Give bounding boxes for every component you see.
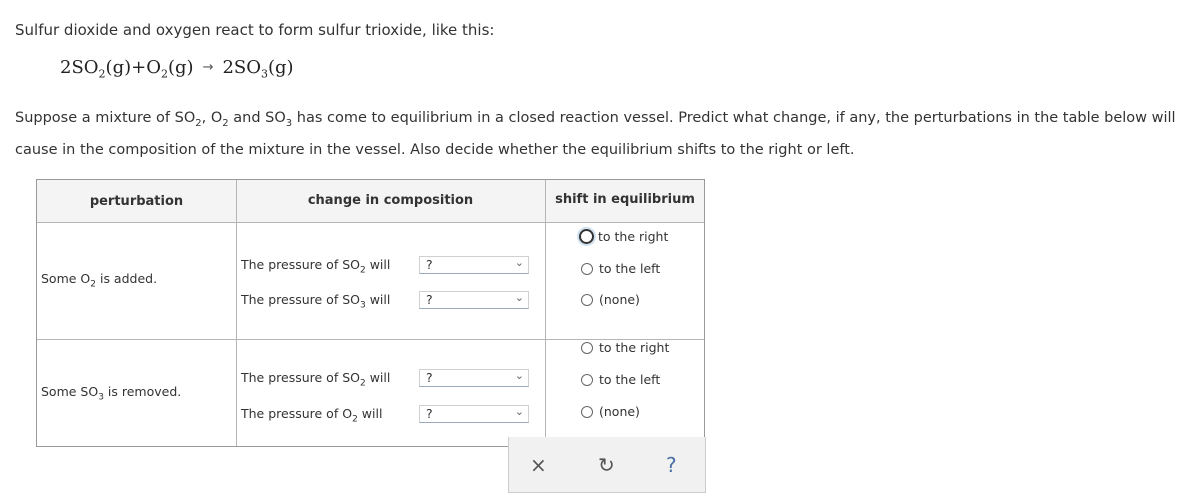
pert-sub: 2 — [90, 279, 96, 290]
column-divider — [236, 180, 237, 446]
line-text: will — [365, 292, 391, 307]
header-change-in-composition: change in composition — [307, 193, 474, 208]
radio-row-1-right[interactable] — [579, 229, 668, 244]
eq-state: (g) — [105, 57, 132, 78]
line-sub: 2 — [359, 265, 366, 276]
line-sub: 3 — [359, 300, 366, 311]
pert-text: is removed. — [103, 384, 182, 399]
radio-row-2-none[interactable] — [581, 404, 640, 419]
chevron-down-icon: ⌄ — [514, 291, 524, 304]
radio-row-1-left[interactable] — [581, 261, 660, 276]
select-value: ? — [426, 406, 433, 421]
pert-text: Some O — [41, 271, 91, 286]
composition-line-1-2 — [241, 292, 390, 311]
line-text: The pressure of SO — [241, 370, 360, 385]
para-text: Suppose a mixture of SO — [15, 110, 196, 126]
header-perturbation: perturbation — [89, 194, 184, 209]
radio-row-1-none[interactable] — [581, 292, 640, 307]
composition-select-1-2[interactable] — [419, 291, 529, 309]
problem-paragraph — [15, 105, 1200, 163]
row-divider — [37, 222, 704, 223]
problem-intro: Sulfur dioxide and oxygen react to form sulfur trioxide, like this: — [15, 21, 495, 39]
chevron-down-icon: ⌄ — [514, 405, 524, 418]
pert-sub: 3 — [98, 392, 104, 403]
select-value: ? — [426, 257, 433, 272]
radio-circle-icon — [581, 263, 593, 275]
line-text: will — [357, 406, 383, 421]
composition-select-2-1[interactable] — [419, 369, 529, 387]
composition-line-1-1 — [241, 257, 390, 276]
para-sub: 2 — [195, 117, 202, 129]
radio-row-2-right[interactable] — [581, 340, 669, 355]
radio-circle-icon — [581, 342, 593, 354]
line-text: The pressure of SO — [241, 257, 360, 272]
eq-state: (g) — [167, 57, 194, 78]
eq-state: (g) — [268, 57, 294, 78]
radio-label: to the right — [599, 340, 670, 355]
radio-label: to the left — [599, 372, 661, 387]
pert-text: Some SO — [41, 384, 99, 399]
para-text: has come to equilibrium in a closed reaction vessel. Predict what change, if any, the perturbations in the table below will cause in the composition of the mixture in the vessel. Also decide whether the equilibrium shifts to the right or left. — [15, 110, 1176, 158]
composition-select-2-2[interactable] — [419, 405, 529, 423]
reaction-arrow-icon: → — [202, 60, 214, 75]
perturbation-row-1 — [41, 271, 157, 290]
eq-sub: 2 — [160, 67, 168, 81]
pert-text: is added. — [96, 271, 158, 286]
para-text: and SO — [228, 110, 286, 126]
header-shift-in-equilibrium: shift in equilibrium — [555, 192, 695, 207]
radio-circle-icon — [581, 374, 593, 386]
composition-line-2-1 — [241, 370, 390, 389]
perturbation-row-2 — [41, 384, 181, 403]
line-sub: 2 — [359, 378, 366, 389]
eq-product: 2SO — [222, 57, 262, 78]
reset-icon[interactable]: ↻ — [598, 453, 615, 477]
eq-plus: + — [131, 57, 147, 78]
chemical-equation — [60, 57, 294, 81]
radio-circle-icon — [581, 406, 593, 418]
radio-label: (none) — [599, 404, 640, 419]
radio-circle-icon — [581, 294, 593, 306]
line-text: will — [365, 370, 391, 385]
select-value: ? — [426, 292, 433, 307]
line-sub: 2 — [352, 414, 358, 425]
eq-sub: 3 — [261, 67, 269, 81]
para-text: , O — [201, 110, 223, 126]
radio-label: to the left — [599, 261, 661, 276]
eq-sub: 2 — [98, 67, 106, 81]
chevron-down-icon: ⌄ — [514, 369, 524, 382]
select-value: ? — [426, 370, 433, 385]
radio-label: to the right — [598, 229, 669, 244]
radio-label: (none) — [599, 292, 640, 307]
line-text: The pressure of O — [241, 406, 353, 421]
perturbation-table — [36, 179, 705, 447]
help-icon[interactable]: ? — [666, 453, 677, 477]
column-divider — [545, 180, 546, 446]
radio-row-2-left[interactable] — [581, 372, 660, 387]
line-text: The pressure of SO — [241, 292, 360, 307]
radio-circle-icon — [579, 229, 594, 244]
eq-reactant-1: 2SO — [60, 57, 99, 78]
composition-line-2-2 — [241, 406, 382, 425]
line-text: will — [365, 257, 391, 272]
para-sub: 3 — [285, 117, 293, 129]
answer-toolbar — [508, 437, 706, 493]
para-sub: 2 — [222, 117, 229, 129]
chevron-down-icon: ⌄ — [514, 256, 524, 269]
composition-select-1-1[interactable] — [419, 256, 529, 274]
eq-reactant-2: O — [146, 57, 161, 78]
clear-icon[interactable]: × — [530, 453, 547, 477]
